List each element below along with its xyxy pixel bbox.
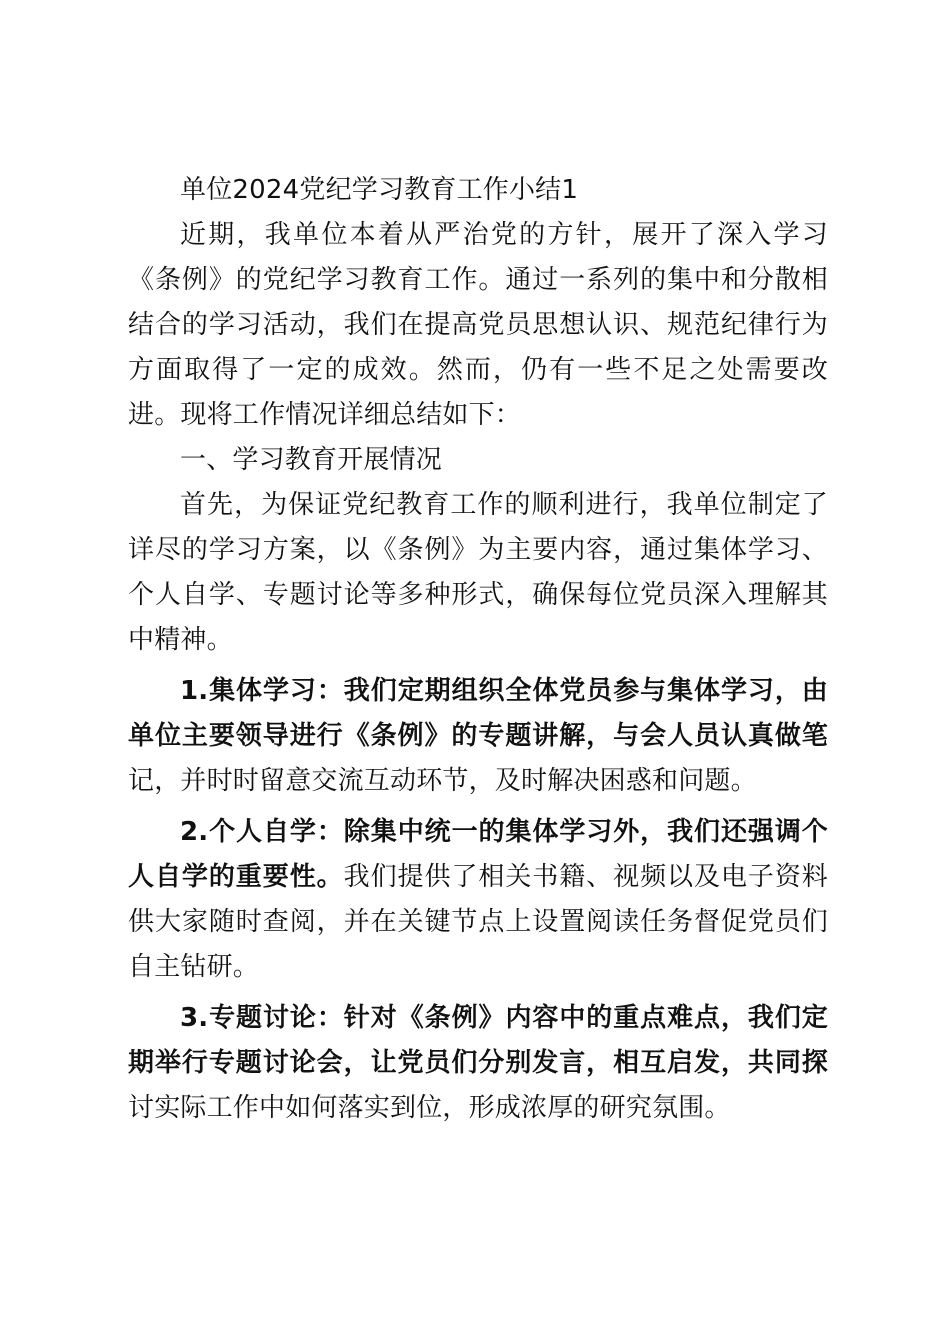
list-item-text: 记，并时时留意交流互动环节，及时解决困惑和问题。: [128, 766, 757, 796]
document-title: 单位2024党纪学习教育工作小结1: [180, 175, 579, 205]
list-item-bold-text: 3.专题讨论：针对《条例》内容中的重点难点，我们定期举行专题讨论会，让党员们分别发言，相互启发，共同探: [128, 1003, 828, 1078]
document-body: [128, 168, 828, 1131]
list-item-bold-text: 1.集体学习：我们定期组织全体党员参与集体学习，由单位主要领导进行《条例》的专题讲解，与会人员认真做笔: [128, 676, 828, 751]
section-paragraph: 首先，为保证党纪教育工作的顺利进行，我单位制定了详尽的学习方案，以《条例》为主要内容，通过集体学习、个人自学、专题讨论等多种形式，确保每位党员深入理解其中精神。: [128, 490, 828, 655]
list-item-bold-text: 2.个人自学：除集中统一的集体学习外，我们还强调个人自学的重要性。: [128, 817, 828, 892]
list-item: [128, 996, 828, 1131]
list-item-text: 我们提供了相关书籍、视频以及电子资料供大家随时查阅，并在关键节点上设置阅读任务督促党员们自主钻研。: [128, 862, 828, 982]
section-heading: 一、学习教育开展情况: [180, 445, 443, 475]
intro-paragraph: 近期，我单位本着从严治党的方针，展开了深入学习《条例》的党纪学习教育工作。通过一系列的集中和分散相结合的学习活动，我们在提高党员思想认识、规范纪律行为方面取得了一定的成效。然而，仍有一些不足之处需要改进。现将工作情况详细总结如下：: [128, 220, 828, 430]
list-item: [128, 810, 828, 990]
list-item: [128, 669, 828, 804]
list-item-text: 讨实际工作中如何落实到位，形成浓厚的研究氛围。: [128, 1093, 731, 1123]
